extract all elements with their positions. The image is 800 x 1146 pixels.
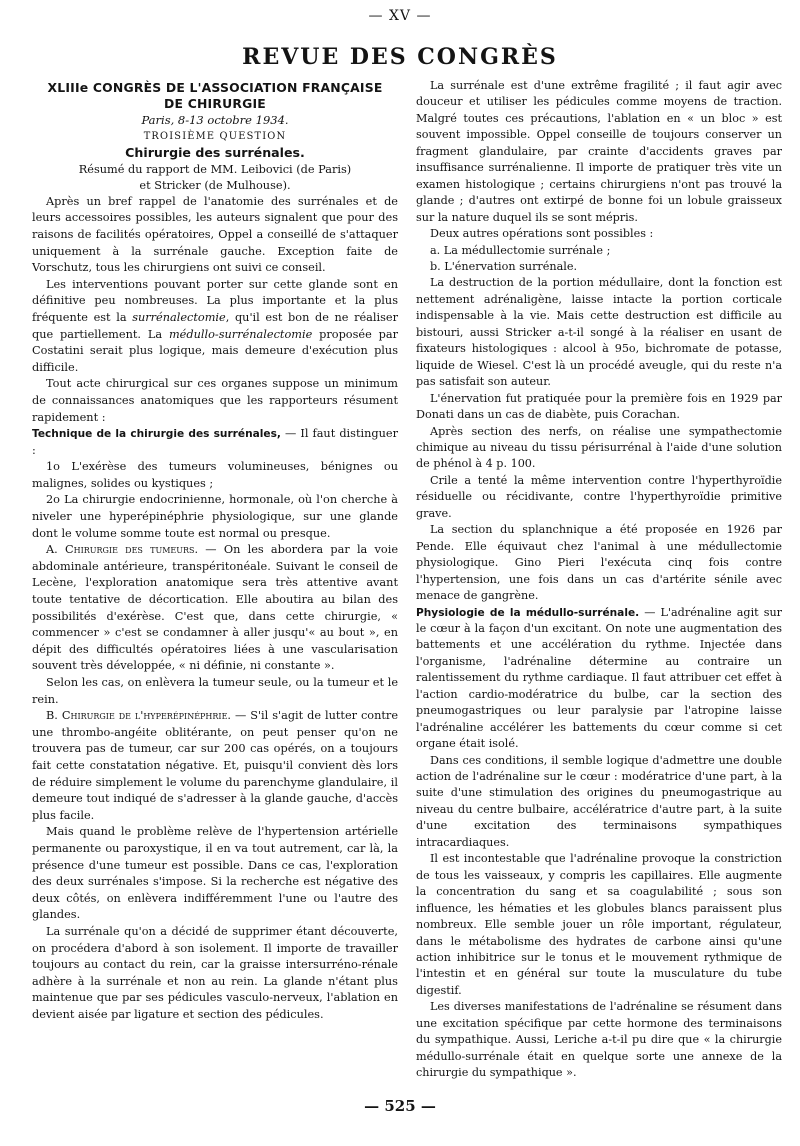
question-label: TROISIÈME QUESTION bbox=[143, 130, 287, 142]
report-summary-byline bbox=[32, 162, 398, 194]
italic-term: surrénalectomie bbox=[132, 310, 226, 324]
paragraph: Selon les cas, on enlèvera la tumeur seule, ou la tumeur et le rein. bbox=[32, 676, 398, 706]
topic-title: Chirurgie des surrénales. bbox=[125, 145, 305, 161]
right-column bbox=[416, 78, 782, 1082]
paragraph: Deux autres opérations sont possibles : bbox=[430, 227, 654, 241]
byline-line-2: et Stricker (de Mulhouse). bbox=[139, 178, 291, 192]
paragraph: L'énervation fut pratiquée pour la première fois en 1929 par Donati dans un cas de diabète, puis Corachan. bbox=[416, 391, 782, 422]
paragraph: La surrénale est d'une extrême fragilité ; il faut agir avec douceur et utiliser les pédicules comme moyens de traction. Malgré toutes ces précautions, l'ablation en « un bloc » est souvent impossible. Oppel conseille de toujours conserver un fragment glandulaire, par crainte d'accidents graves par insuffisance surrénalienne. Il importe de pratiquer très vite un examen histologique ; certains chirurgiens n'ont pas trouvé la glande ; d'autres ont extirpé de bonne foi un lobule graisseux sur la nature duquel ils se sont mépris. bbox=[416, 79, 782, 224]
congress-title bbox=[32, 80, 398, 112]
paragraph: A. Chirurgie des tumeurs. — On les abordera par la voie abdominale antérieure, transpéritonéale. Suivant le conseil de Lecène, l'exploration anatomique sera très attentive avant toute tentative de décortication. Elle aboutira au bilan des possibilités d'exérèse. C'est que, dans cette chirurgie, « commencer » c'est se condamner à aller jusqu'« au bout », en dépit des difficultés opératoires liées à une vascularisation souvent très développée, « ni définie, ni constante ». bbox=[32, 543, 399, 673]
section-heading: Physiologie de la médullo-surrénale. bbox=[416, 606, 640, 619]
subsection-heading: B. Chirurgie de l'hyperépinéphrie. bbox=[46, 709, 232, 723]
paragraph: La destruction de la portion médullaire, dont la fonction est nettement adrénaligène, laisse intacte la portion corticale indispensable à la vie. Mais cette destruction est difficile au bistouri, aussi Stricker a-t-il songé à la réaliser en usant de fixateurs histologiques : alcool à 95o, bichromate de potasse, liquide de Wiesel. C'est là un procédé aveugle, qui du reste n'a pas satisfait son auteur. bbox=[416, 276, 782, 389]
section-heading: Technique de la chirurgie des surrénales, bbox=[32, 428, 281, 441]
paragraph: Mais quand le problème relève de l'hypertension artérielle permanente ou paroxystique, il en va tout autrement, car là, la présence d'une tumeur est possible. Dans ce cas, l'exploration des deux surrénales s'impose. Si la recherche est négative des deux côtés, on enlèvera indifféremment l'une ou l'autre des glandes. bbox=[32, 825, 398, 922]
italic-term: médullo-surrénalectomie bbox=[168, 327, 313, 341]
congress-title-line-2: DE CHIRURGIE bbox=[164, 96, 266, 111]
paragraph: Les diverses manifestations de l'adrénaline se résument dans une excitation spécifique par cette hormone des terminaisons du sympathique. Aussi, Leriche a-t-il pu dire que « la chirurgie médullo-surrénale était en quelque sorte une annexe de la chirurgie du sympathique ». bbox=[416, 1000, 782, 1080]
list-item: a. La médullectomie surrénale ; bbox=[430, 243, 611, 257]
paragraph: La section du splanchnique a été proposée en 1926 par Pende. Elle équivaut chez l'animal à une médullectomie physiologique. Gino Pieri l'exécuta cinq fois contre l'hypertension, une fois dans un cas d'artérite sénile avec menace de gangrène. bbox=[416, 523, 782, 603]
section-heading-paragraph: Physiologie de la médullo-surrénale. — L'adrénaline agit sur le cœur à la façon d'un excitant. On note une augmentation des battements et une accélération du rythme. Injectée dans l'organisme, l'adrénaline détermine au contraire un ralentissement du rythme cardiaque. Il faut attribuer cet effet à l'action cardio-modératrice du bulbe, car la section des pneumogastriques ou leur paralysie par l'atropine laisse l'adrénaline accélérer les battements du cœur comme si cet organe était isolé. bbox=[416, 605, 782, 751]
section-heading-paragraph: Technique de la chirurgie des surrénales, — Il faut distinguer : bbox=[32, 427, 398, 457]
paragraph: La surrénale qu'on a décidé de supprimer étant découverte, on procédera d'abord à son isolement. Il importe de travailler toujours au contact du rein, car la graisse intersurréno-rénale adhère à la surrénale et non au rein. La glande n'étant plus maintenue que par ses pédicules vasculo-nerveux, l'ablation en devient aisée par ligature et section des pédicules. bbox=[32, 924, 398, 1021]
paragraph: Tout acte chirurgical sur ces organes suppose un minimum de connaissances anatomiques que les rapporteurs résument rapidement : bbox=[32, 377, 398, 424]
paragraph: Crile a tenté la même intervention contre l'hyperthyroïdie résiduelle ou récidivante, contre l'hyperthyroïdie primitive grave. bbox=[416, 473, 782, 520]
roman-page-number: — XV — bbox=[368, 8, 432, 24]
journal-section-title: REVUE DES CONGRÈS bbox=[242, 44, 558, 70]
paragraph: Les interventions pouvant porter sur cette glande sont en définitive peu nombreuses. La plus importante et la plus fréquente est la surrénalectomie, qu'il est bon de ne réaliser que partiellement. La médullo-surrénalectomie proposée par Costatini serait plus logique, mais demeure d'exécution plus difficile. bbox=[32, 277, 399, 374]
paragraph: 2o La chirurgie endocrinienne, hormonale, où l'on cherche à niveler une hyperépinéphrie physiologique, sur une glande dont le volume somme toute est normal ou presque. bbox=[32, 493, 398, 540]
subsection-heading: A. Chirurgie des tumeurs. bbox=[46, 543, 199, 557]
paragraph: Après un bref rappel de l'anatomie des surrénales et de leurs accessoires possibles, les auteurs signalent que pour des raisons de facilités opératoires, Oppel a conseillé de s'attaquer uniquement à la surrénale gauche. Exception faite de Vorschutz, tous les chirurgiens ont suivi ce conseil. bbox=[32, 194, 398, 275]
paragraph: Il est incontestable que l'adrénaline provoque la constriction de tous les vaisseaux, y compris les capillaires. Elle augmente la concentration du sang et sa coagulabilité ; sous son influence, les hématies et les globules blancs paraissent plus nombreux. Elle semble jouer un rôle important, régulateur, dans le métabolisme des hydrates de carbone ainsi qu'une action inhibitrice sur le tonus et le mouvement rythmique de l'intestin et en général sur toute la musculature du tube digestif. bbox=[416, 852, 782, 997]
paragraph: Dans ces conditions, il semble logique d'admettre une double action de l'adrénaline sur le cœur : modératrice d'une part, à la suite d'une stimulation des origines du pneumogastrique au niveau du centre bulbaire, accélératrice d'autre part, à la suite d'une excitation des terminaisons sympathiques intracardiaques. bbox=[416, 753, 782, 849]
left-column bbox=[32, 80, 398, 1023]
list-item: b. L'énervation surrénale. bbox=[430, 259, 578, 273]
congress-place-date: Paris, 8-13 octobre 1934. bbox=[141, 113, 289, 127]
page-number: — 525 — bbox=[364, 1097, 436, 1115]
paragraph: B. Chirurgie de l'hyperépinéphrie. — S'il s'agit de lutter contre une thrombo-angéite oblitérante, on peut penser qu'on ne trouvera pas de tumeur, car sur 200 cas opérés, on a toujours fait cette constatation négative. Et, puisqu'il convient dès lors de réduire simplement le volume du parenchyme glandulaire, il demeure tout indiqué de s'adresser à la glande gauche, d'accès plus facile. bbox=[32, 709, 399, 822]
byline-line-1: Résumé du rapport de MM. Leibovici (de Paris) bbox=[78, 162, 352, 176]
congress-title-line-1: XLIIIe CONGRÈS DE L'ASSOCIATION FRANÇAISE bbox=[47, 80, 383, 95]
paragraph: 1o L'exérèse des tumeurs volumineuses, bénignes ou malignes, solides ou kystiques ; bbox=[32, 460, 398, 490]
paragraph: Après section des nerfs, on réalise une sympathectomie chimique au niveau du tissu périsurrénal à l'aide d'une solution de phénol à 4 p. 100. bbox=[416, 424, 782, 471]
